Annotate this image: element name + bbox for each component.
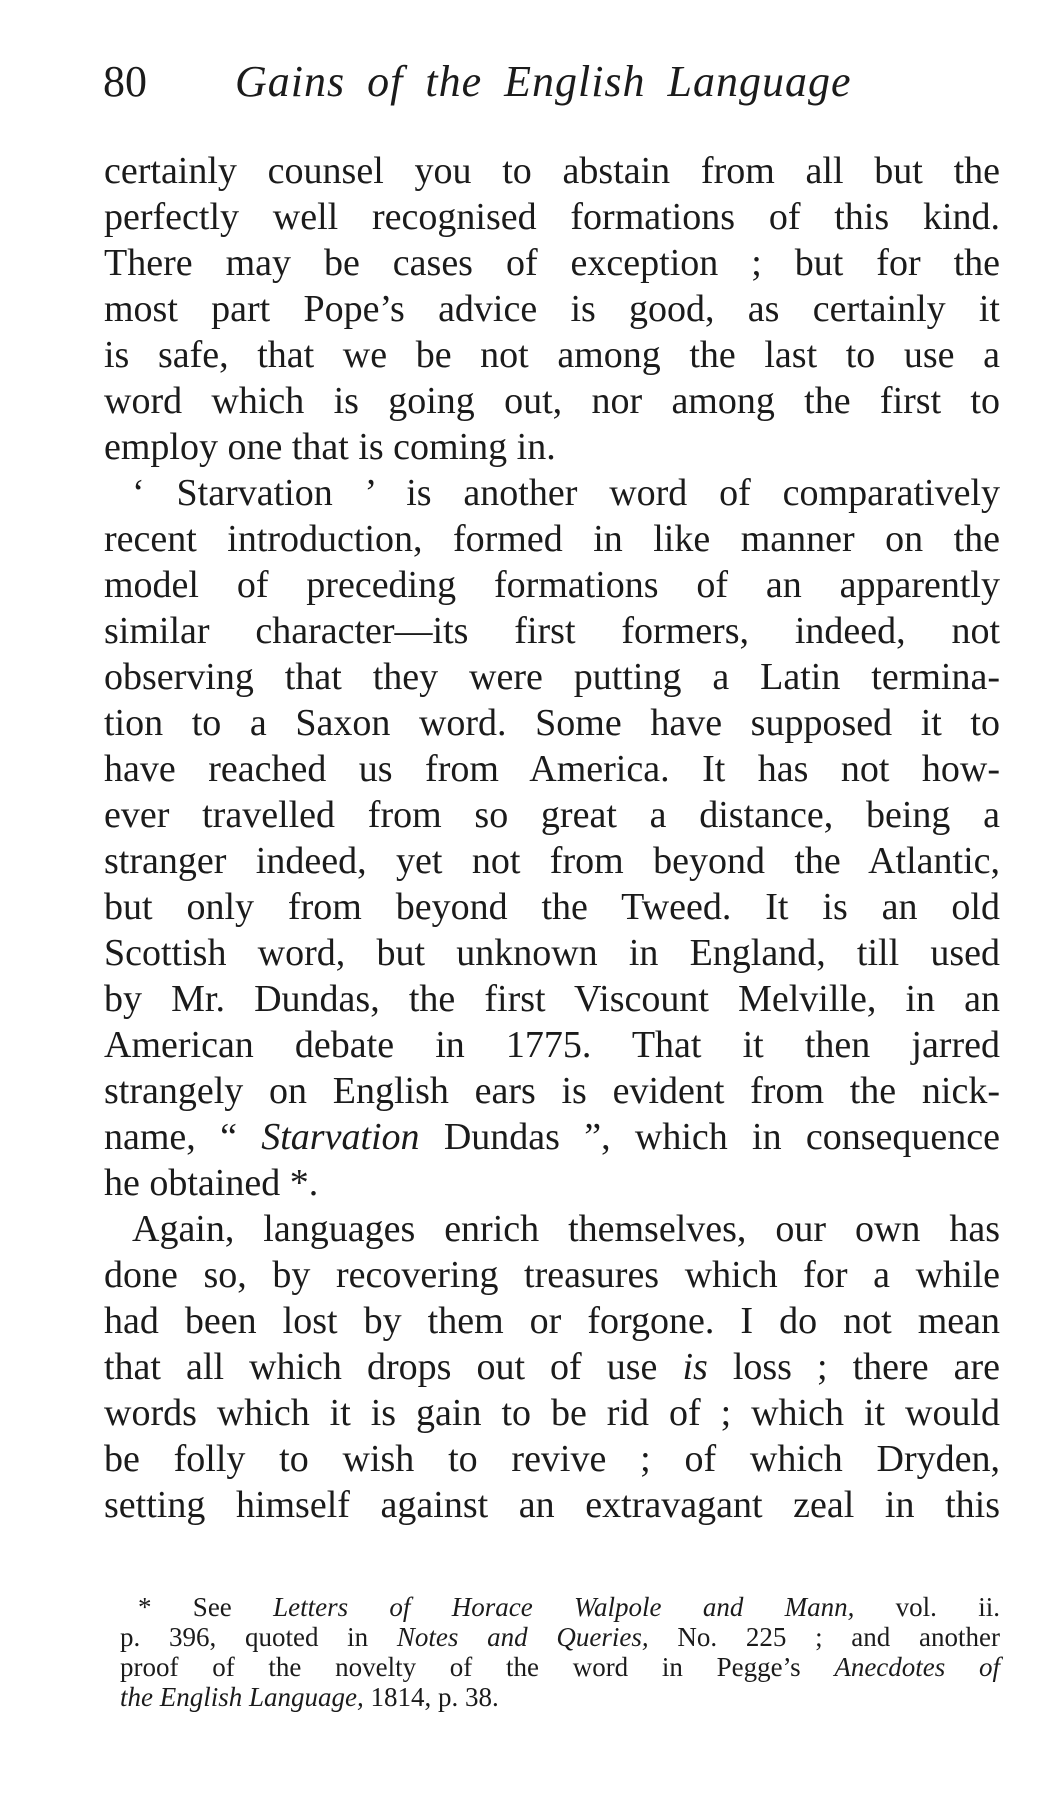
page-header — [103, 52, 1003, 112]
text-segment: that all which drops out of use — [104, 1346, 683, 1388]
italic-word: Starvation — [261, 1116, 420, 1158]
footnote — [120, 1592, 1000, 1712]
paragraph-start-line: ‘ Starvation ’ is another word of comparatively — [132, 472, 1000, 514]
text-line: stranger indeed, yet not from beyond the Atlantic, — [104, 840, 1000, 882]
text-line: perfectly well recognised formations of this kind. — [104, 196, 1000, 238]
text-line: tion to a Saxon word. Some have supposed it to — [104, 702, 1000, 744]
text-segment: loss ; there are — [707, 1346, 1000, 1388]
footnote-line — [120, 1652, 1000, 1682]
text-line: model of preceding formations of an apparently — [104, 564, 1000, 606]
footnote-italic: Notes and Queries, — [396, 1622, 649, 1652]
text-line: ever travelled from so great a distance, being a — [104, 794, 1000, 836]
footnote-text: 1814, p. 38. — [363, 1682, 499, 1712]
running-title: Gains of the English Language — [235, 57, 852, 106]
text-line: There may be cases of exception ; but for the — [104, 242, 1000, 284]
text-line-with-italic — [104, 1344, 1000, 1390]
text-line: is safe, that we be not among the last to use a — [104, 334, 1000, 376]
text-line: most part Pope’s advice is good, as certainly it — [104, 288, 1000, 330]
footnote-text: vol. ii. — [854, 1592, 1000, 1622]
text-line: words which it is gain to be rid of ; which it would — [104, 1392, 1000, 1434]
text-segment: name, “ — [104, 1116, 262, 1158]
text-line: similar character—its first formers, indeed, not — [104, 610, 1000, 652]
footnote-line — [120, 1622, 1000, 1652]
page-number: 80 — [103, 57, 147, 106]
text-line: be folly to wish to revive ; of which Dryden, — [104, 1438, 1000, 1480]
text-line: had been lost by them or forgone. I do not mean — [104, 1300, 1000, 1342]
text-line-with-italic — [104, 1114, 1000, 1160]
paragraph-end-line: employ one that is coming in. — [104, 426, 556, 468]
footnote-italic: Letters of Horace Walpole and Mann, — [273, 1592, 855, 1622]
footnote-text: p. 396, quoted in — [120, 1622, 397, 1652]
text-line: by Mr. Dundas, the first Viscount Melville, in an — [104, 978, 1000, 1020]
footnote-text: proof of the novelty of the word in Pegge’s — [120, 1652, 835, 1682]
text-line: strangely on English ears is evident from the nick- — [104, 1070, 1000, 1112]
text-line: but only from beyond the Tweed. It is an old — [104, 886, 1000, 928]
footnote-line — [120, 1682, 1000, 1712]
text-segment: Dundas ”, which in consequence — [419, 1116, 1000, 1158]
text-line: recent introduction, formed in like manner on the — [104, 518, 1000, 560]
footnote-italic: the English Language, — [120, 1682, 364, 1712]
text-line: certainly counsel you to abstain from all but the — [104, 150, 1000, 192]
footnote-italic: Anecdotes of — [834, 1652, 1000, 1682]
italic-word: is — [682, 1346, 708, 1388]
text-line: Scottish word, but unknown in England, till used — [104, 932, 1000, 974]
footnote-text: * See — [138, 1592, 274, 1622]
text-line: word which is going out, nor among the first to — [104, 380, 1000, 422]
body-text — [104, 148, 1000, 1528]
text-line: American debate in 1775. That it then jarred — [104, 1024, 1000, 1066]
paragraph-start-line: Again, languages enrich themselves, our own has — [132, 1208, 1000, 1250]
paragraph-end-line: he obtained *. — [104, 1162, 319, 1204]
text-line: have reached us from America. It has not how- — [104, 748, 1000, 790]
text-line: observing that they were putting a Latin termina- — [104, 656, 1000, 698]
text-line: done so, by recovering treasures which for a while — [104, 1254, 1000, 1296]
footnote-line — [120, 1592, 1000, 1622]
footnote-text: No. 225 ; and another — [648, 1622, 1000, 1652]
text-line: setting himself against an extravagant zeal in this — [104, 1484, 1000, 1526]
